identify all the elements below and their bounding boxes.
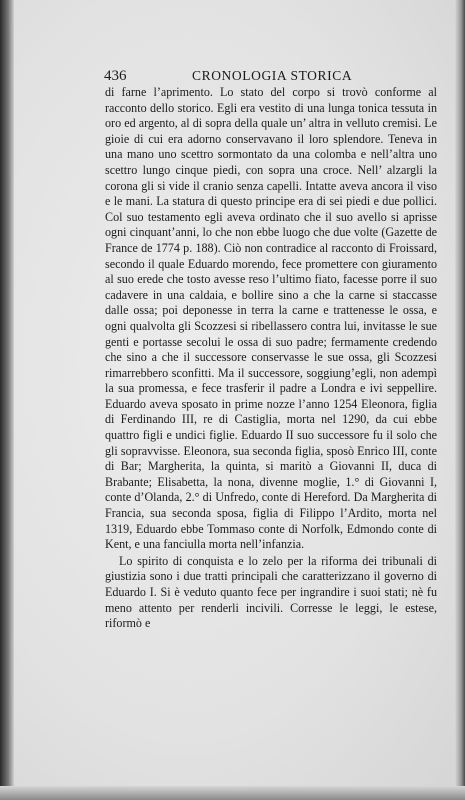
body-text [105,85,437,632]
page-header [104,68,430,84]
paragraph-2: Lo spirito di conquista e lo zelo per la riforma dei tribunali di giustizia sono i due tratti principali che caratterizzano il governo di Eduardo I. Si è veduto quanto fece per ingrandire i suoi stati; nè fu meno attento per renderli incivili. Corresse le leggi, le estese, riformò e [105,553,437,631]
running-title: CRONOLOGIA STORICA [192,68,353,83]
page-edge-bottom [0,786,465,800]
page-number: 436 [104,68,127,84]
paragraph-1: di farne l’aprimento. Lo stato del corpo si trovò conforme al racconto dello storico. Egli era vestito di una lunga tonica tessuta in oro ed argento, al di sopra della quale un’ altra in velluto cremisi. Le gioie di cui era adorno conservavano il loro splendore. Teneva in una mano uno scettro sormontato da una colomba e nell’altra uno scettro lungo cinque piedi, con sopra una croce. Nell’ alzargli la corona gli si vide il cranio senza capelli. Intatte aveva ancora il viso e le mani. La statura di questo principe era di sei piedi e due pollici. Col suo testamento egli aveva ordinato che il suo avello si aprisse ogni cinquant’anni, lo che non ebbe luogo che due volte (Gazette de France de 1774 p. 188). Ciò non contradice al racconto di Froissard, secondo il quale Eduardo morendo, fece promettere con giuramento al suo erede che tosto avesse reso l’ultimo fiato, facesse porre il suo cadavere in una caldaia, e bollire sino a che la carne si staccasse dalle ossa; poi deponesse in terra la carne e trattenesse le ossa, e ogni qualvolta gli Scozzesi si ribellassero contra lui, invitasse le sue genti e portasse secolui le ossa di suo padre; fermamente credendo che sino a che il successore conservasse le sue ossa, gli Scozzesi rimarrebbero sconfitti. Ma il successore, soggiung’egli, non adempì la sua promessa, e fece trasferir il padre a Londra e ivi seppellire. Eduardo aveva sposato in prime nozze l’anno 1254 Eleonora, figlia di Ferdinando III, re di Castiglia, morta nel 1290, da cui ebbe quattro figli e undici figlie. Eduardo II suo successore fu il solo che gli sopravvisse. Eleonora, sua seconda figlia, sposò Enrico III, conte di Bar; Margherita, la quinta, si maritò a Giovanni II, duca di Brabante; Elisabetta, la nona, divenne moglie, 1.° di Giovanni I, conte d’Olanda, 2.° di Unfredo, conte di Hereford. Da Margherita di Francia, sua seconda sposa, figlia di Filippo l’Ardito, morta nel 1319, Eduardo ebbe Tommaso conte di Norfolk, Edmondo conte di Kent, e una fanciulla morta nell’infanzia. [105,85,437,552]
page-gutter-shadow [0,0,14,800]
page-edge-right [455,0,465,800]
